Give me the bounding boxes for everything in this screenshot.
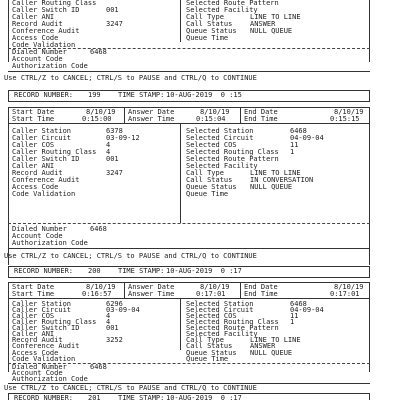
- start-time-label: Start Time: [12, 290, 55, 298]
- end-date-label: End Date: [244, 108, 278, 116]
- start-date-value: 8/10/19: [86, 108, 116, 116]
- caller-cos-label: Caller COS: [12, 141, 55, 149]
- answer-date-value: 8/10/19: [200, 283, 230, 291]
- caller-switch-id-value: 001: [106, 324, 119, 332]
- selected-station-label: Selected Station: [186, 127, 254, 135]
- caller-routing-class-label: Caller Routing Class: [12, 318, 97, 326]
- section-divider: [8, 223, 370, 224]
- queue-status-value: NULL QUEUE: [250, 27, 293, 35]
- queue-status-label: Queue Status: [186, 27, 237, 35]
- record-number-value: 201: [88, 394, 101, 400]
- code-validation-label: Code Validation: [12, 190, 76, 198]
- time-stamp-value: 10-AUG-2019 0 :15: [166, 91, 242, 99]
- caller-switch-id-label: Caller Switch ID: [12, 6, 80, 14]
- time-stamp-label: TIME STAMP:: [118, 267, 165, 275]
- account-code-label: Account Code: [12, 55, 63, 63]
- record-audit-label: Record Audit: [12, 20, 63, 28]
- caller-switch-id-label: Caller Switch ID: [12, 155, 80, 163]
- caller-circuit-value: 03-09-12: [106, 134, 140, 142]
- call-type-label: Call Type: [186, 336, 224, 344]
- conference-audit-label: Conference Audit: [12, 176, 80, 184]
- record-top-border: [8, 107, 370, 108]
- selected-circuit-value: 04-09-04: [290, 306, 324, 314]
- queue-time-label: Queue Time: [186, 190, 229, 198]
- time-stamp-label: TIME STAMP:: [118, 394, 165, 400]
- answer-date-value: 8/10/19: [200, 108, 230, 116]
- selected-routing-class-label: Selected Routing Class: [186, 148, 279, 156]
- caller-station-value: 6296: [106, 300, 123, 308]
- caller-ani-label: Caller ANI: [12, 162, 55, 170]
- time-stamp-label: TIME STAMP:: [118, 91, 165, 99]
- start-time-label: Start Time: [12, 115, 55, 123]
- call-status-value: ANSWER: [250, 342, 276, 350]
- start-date-value: 8/10/19: [86, 283, 116, 291]
- code-validation-label: Code Validation: [12, 41, 76, 49]
- queue-time-label: Queue Time: [186, 355, 229, 363]
- record-number-value: 199: [88, 91, 101, 99]
- record-audit-value: 3252: [106, 336, 123, 344]
- selected-circuit-label: Selected Circuit: [186, 306, 254, 314]
- access-code-label: Access Code: [12, 183, 59, 191]
- record-audit-label: Record Audit: [12, 336, 63, 344]
- end-time-value: 0:15:15: [330, 115, 360, 123]
- caller-cos-label: Caller COS: [12, 312, 55, 320]
- end-date-value: 8/10/19: [334, 108, 364, 116]
- account-code-label: Account Code: [12, 232, 63, 240]
- caller-routing-class-label: Caller Routing Class: [12, 0, 97, 7]
- date-divider-1: [124, 107, 125, 123]
- call-status-value: IN CONVERSATION: [250, 176, 314, 184]
- time-stamp-value: 10-AUG-2019 0 :17: [166, 394, 242, 400]
- selected-routing-class-label: Selected Routing Class: [186, 318, 279, 326]
- record-number-value: 200: [88, 267, 101, 275]
- caller-routing-class-value: 4: [106, 318, 111, 326]
- queue-status-label: Queue Status: [186, 349, 237, 357]
- start-date-label: Start Date: [12, 283, 55, 291]
- selected-route-pattern-label: Selected Route Pattern: [186, 155, 279, 163]
- caller-switch-id-value: 001: [106, 6, 119, 14]
- end-time-label: End Time: [244, 115, 278, 123]
- answer-time-label: Answer Time: [128, 115, 175, 123]
- access-code-label: Access Code: [12, 34, 59, 42]
- caller-cos-value: 4: [106, 312, 111, 320]
- call-type-value: LINE TO LINE: [250, 336, 301, 344]
- answer-time-label: Answer Time: [128, 290, 175, 298]
- date-divider-2: [240, 282, 241, 298]
- dialed-number-value: 6468: [90, 225, 107, 233]
- caller-circuit-value: 03-09-04: [106, 306, 140, 314]
- start-time-value: 0:15:00: [82, 115, 112, 123]
- dialed-number-value: 6468: [90, 363, 107, 371]
- answer-date-label: Answer Date: [128, 108, 175, 116]
- caller-station-value: 6378: [106, 127, 123, 135]
- selected-cos-label: Selected COS: [186, 312, 237, 320]
- end-date-label: End Date: [244, 283, 278, 291]
- record-number-label: RECORD NUMBER:: [14, 394, 74, 400]
- call-status-value: ANSWER: [250, 20, 276, 28]
- record-top-border: [8, 282, 370, 283]
- record-audit-value: 3247: [106, 169, 123, 177]
- record-number-label: RECORD NUMBER:: [14, 267, 74, 275]
- call-type-value: LINE TO LINE: [250, 13, 301, 21]
- record-audit-label: Record Audit: [12, 169, 63, 177]
- call-status-label: Call Status: [186, 176, 233, 184]
- selected-circuit-value: 04-09-04: [290, 134, 324, 142]
- dates-bottom-border: [8, 123, 370, 124]
- caller-switch-id-label: Caller Switch ID: [12, 324, 80, 332]
- end-time-value: 0:17:01: [330, 290, 360, 298]
- caller-station-label: Caller Station: [12, 300, 72, 308]
- selected-station-label: Selected Station: [186, 300, 254, 308]
- selected-routing-class-value: 1: [290, 148, 295, 156]
- conference-audit-label: Conference Audit: [12, 27, 80, 35]
- start-date-label: Start Date: [12, 108, 55, 116]
- selected-cos-value: 11: [290, 141, 299, 149]
- caller-cos-value: 4: [106, 141, 111, 149]
- call-status-label: Call Status: [186, 20, 233, 28]
- caller-routing-class-label: Caller Routing Class: [12, 148, 97, 156]
- conference-audit-label: Conference Audit: [12, 342, 80, 350]
- selected-routing-class-value: 1: [290, 318, 295, 326]
- record-audit-value: 3247: [106, 20, 123, 28]
- start-time-value: 0:16:57: [82, 290, 112, 298]
- caller-switch-id-value: 001: [106, 155, 119, 163]
- caller-station-label: Caller Station: [12, 127, 72, 135]
- date-divider-1: [124, 282, 125, 298]
- selected-facility-label: Selected Facility: [186, 330, 258, 338]
- cancel-instructions: Use CTRL/Z to CANCEL; CTRL/S to PAUSE and CTRL/Q to CONTINUE: [4, 384, 257, 392]
- queue-status-value: NULL QUEUE: [250, 183, 293, 191]
- authorization-code-label: Authorization Code: [12, 375, 88, 383]
- selected-circuit-label: Selected Circuit: [186, 134, 254, 142]
- authorization-code-label: Authorization Code: [12, 239, 88, 247]
- selected-cos-value: 11: [290, 312, 299, 320]
- queue-time-label: Queue Time: [186, 34, 229, 42]
- end-time-label: End Time: [244, 290, 278, 298]
- dates-bottom-border: [8, 298, 370, 299]
- date-divider-2: [240, 107, 241, 123]
- cancel-instructions: Use CTRL/Z to CANCEL; CTRL/S to PAUSE and CTRL/Q to CONTINUE: [4, 252, 257, 260]
- record-bottom-border: [8, 248, 370, 249]
- code-validation-label: Code Validation: [12, 355, 76, 363]
- call-type-label: Call Type: [186, 13, 224, 21]
- dialed-number-label: Dialed Number: [12, 225, 67, 233]
- caller-ani-label: Caller ANI: [12, 13, 55, 21]
- column-divider: [180, 0, 181, 42]
- account-code-label: Account Code: [12, 369, 63, 377]
- selected-station-value: 6468: [290, 300, 307, 308]
- selected-facility-label: Selected Facility: [186, 6, 258, 14]
- caller-ani-label: Caller ANI: [12, 330, 55, 338]
- cancel-instructions: Use CTRL/Z to CANCEL; CTRL/S to PAUSE and CTRL/Q to CONTINUE: [4, 74, 257, 82]
- access-code-label: Access Code: [12, 349, 59, 357]
- dialed-number-label: Dialed Number: [12, 363, 67, 371]
- dialed-number-label: Dialed Number: [12, 48, 67, 56]
- dialed-number-value: 6468: [90, 48, 107, 56]
- call-type-value: LINE TO LINE: [250, 169, 301, 177]
- call-status-label: Call Status: [186, 342, 233, 350]
- selected-station-value: 6468: [290, 127, 307, 135]
- record-bottom-border: [8, 71, 370, 72]
- answer-time-value: 0:17:01: [196, 290, 226, 298]
- caller-routing-class-value: 4: [106, 148, 111, 156]
- answer-date-label: Answer Date: [128, 283, 175, 291]
- caller-circuit-label: Caller Circuit: [12, 306, 72, 314]
- queue-status-value: NULL QUEUE: [250, 349, 293, 357]
- caller-circuit-label: Caller Circuit: [12, 134, 72, 142]
- column-divider: [180, 123, 181, 223]
- answer-time-value: 0:15:04: [196, 115, 226, 123]
- call-type-label: Call Type: [186, 169, 224, 177]
- selected-route-pattern-label: Selected Route Pattern: [186, 324, 279, 332]
- selected-cos-label: Selected COS: [186, 141, 237, 149]
- end-date-value: 8/10/19: [334, 283, 364, 291]
- record-number-label: RECORD NUMBER:: [14, 91, 74, 99]
- selected-route-pattern-label: Selected Route Pattern: [186, 0, 279, 7]
- authorization-code-label: Authorization Code: [12, 62, 88, 70]
- column-divider: [180, 298, 181, 350]
- time-stamp-value: 10-AUG-2019 0 :17: [166, 267, 242, 275]
- queue-status-label: Queue Status: [186, 183, 237, 191]
- selected-facility-label: Selected Facility: [186, 162, 258, 170]
